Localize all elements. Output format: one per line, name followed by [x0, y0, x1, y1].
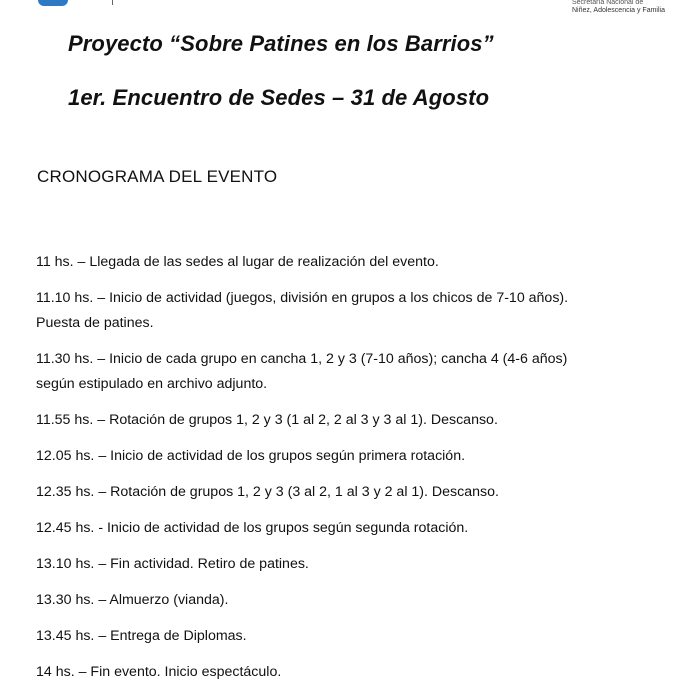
schedule-item: 11.30 hs. – Inicio de cada grupo en cancha 1, 2 y 3 (7-10 años); cancha 4 (4-6 años) según estipulado en archivo adjunto.	[36, 351, 568, 392]
schedule-item: 12.45 hs. - Inicio de actividad de los grupos según segunda rotación.	[36, 520, 469, 536]
project-title: Proyecto “Sobre Patines en los Barrios”	[68, 31, 494, 56]
schedule-item: 13.30 hs. – Almuerzo (vianda).	[36, 592, 229, 608]
schedule-item: 11.10 hs. – Inicio de actividad (juegos, división en grupos a los chicos de 7-10 años). Puesta de patines.	[36, 290, 569, 331]
schedule-item: 11 hs. – Llegada de las sedes al lugar de realización del evento.	[36, 254, 439, 270]
schedule-item: 13.10 hs. – Fin actividad. Retiro de patines.	[36, 556, 309, 572]
logo-emblem-icon	[38, 0, 68, 6]
secretariat-line-1: Secretaría Nacional de	[572, 0, 644, 6]
schedule-heading: CRONOGRAMA DEL EVENTO	[37, 167, 278, 186]
municipality-logo	[38, 0, 173, 10]
event-title: 1er. Encuentro de Sedes – 31 de Agosto	[68, 85, 490, 110]
schedule-item: 12.05 hs. – Inicio de actividad de los grupos según primera rotación.	[36, 448, 466, 464]
secretariat-logo-text	[572, 0, 665, 15]
schedule-item: 12.35 hs. – Rotación de grupos 1, 2 y 3 (3 al 2, 1 al 3 y 2 al 1). Descanso.	[36, 484, 499, 500]
schedule-item: 14 hs. – Fin evento. Inicio espectáculo.	[36, 664, 282, 680]
schedule-item: 13.45 hs. – Entrega de Diplomas.	[36, 628, 247, 644]
schedule-item: 11.55 hs. – Rotación de grupos 1, 2 y 3 (1 al 2, 2 al 3 y 3 al 1). Descanso.	[36, 412, 498, 428]
schedule-list	[36, 250, 596, 696]
secretariat-line-2: Niñez, Adolescencia y Familia	[572, 7, 665, 14]
logo-divider	[112, 0, 113, 5]
